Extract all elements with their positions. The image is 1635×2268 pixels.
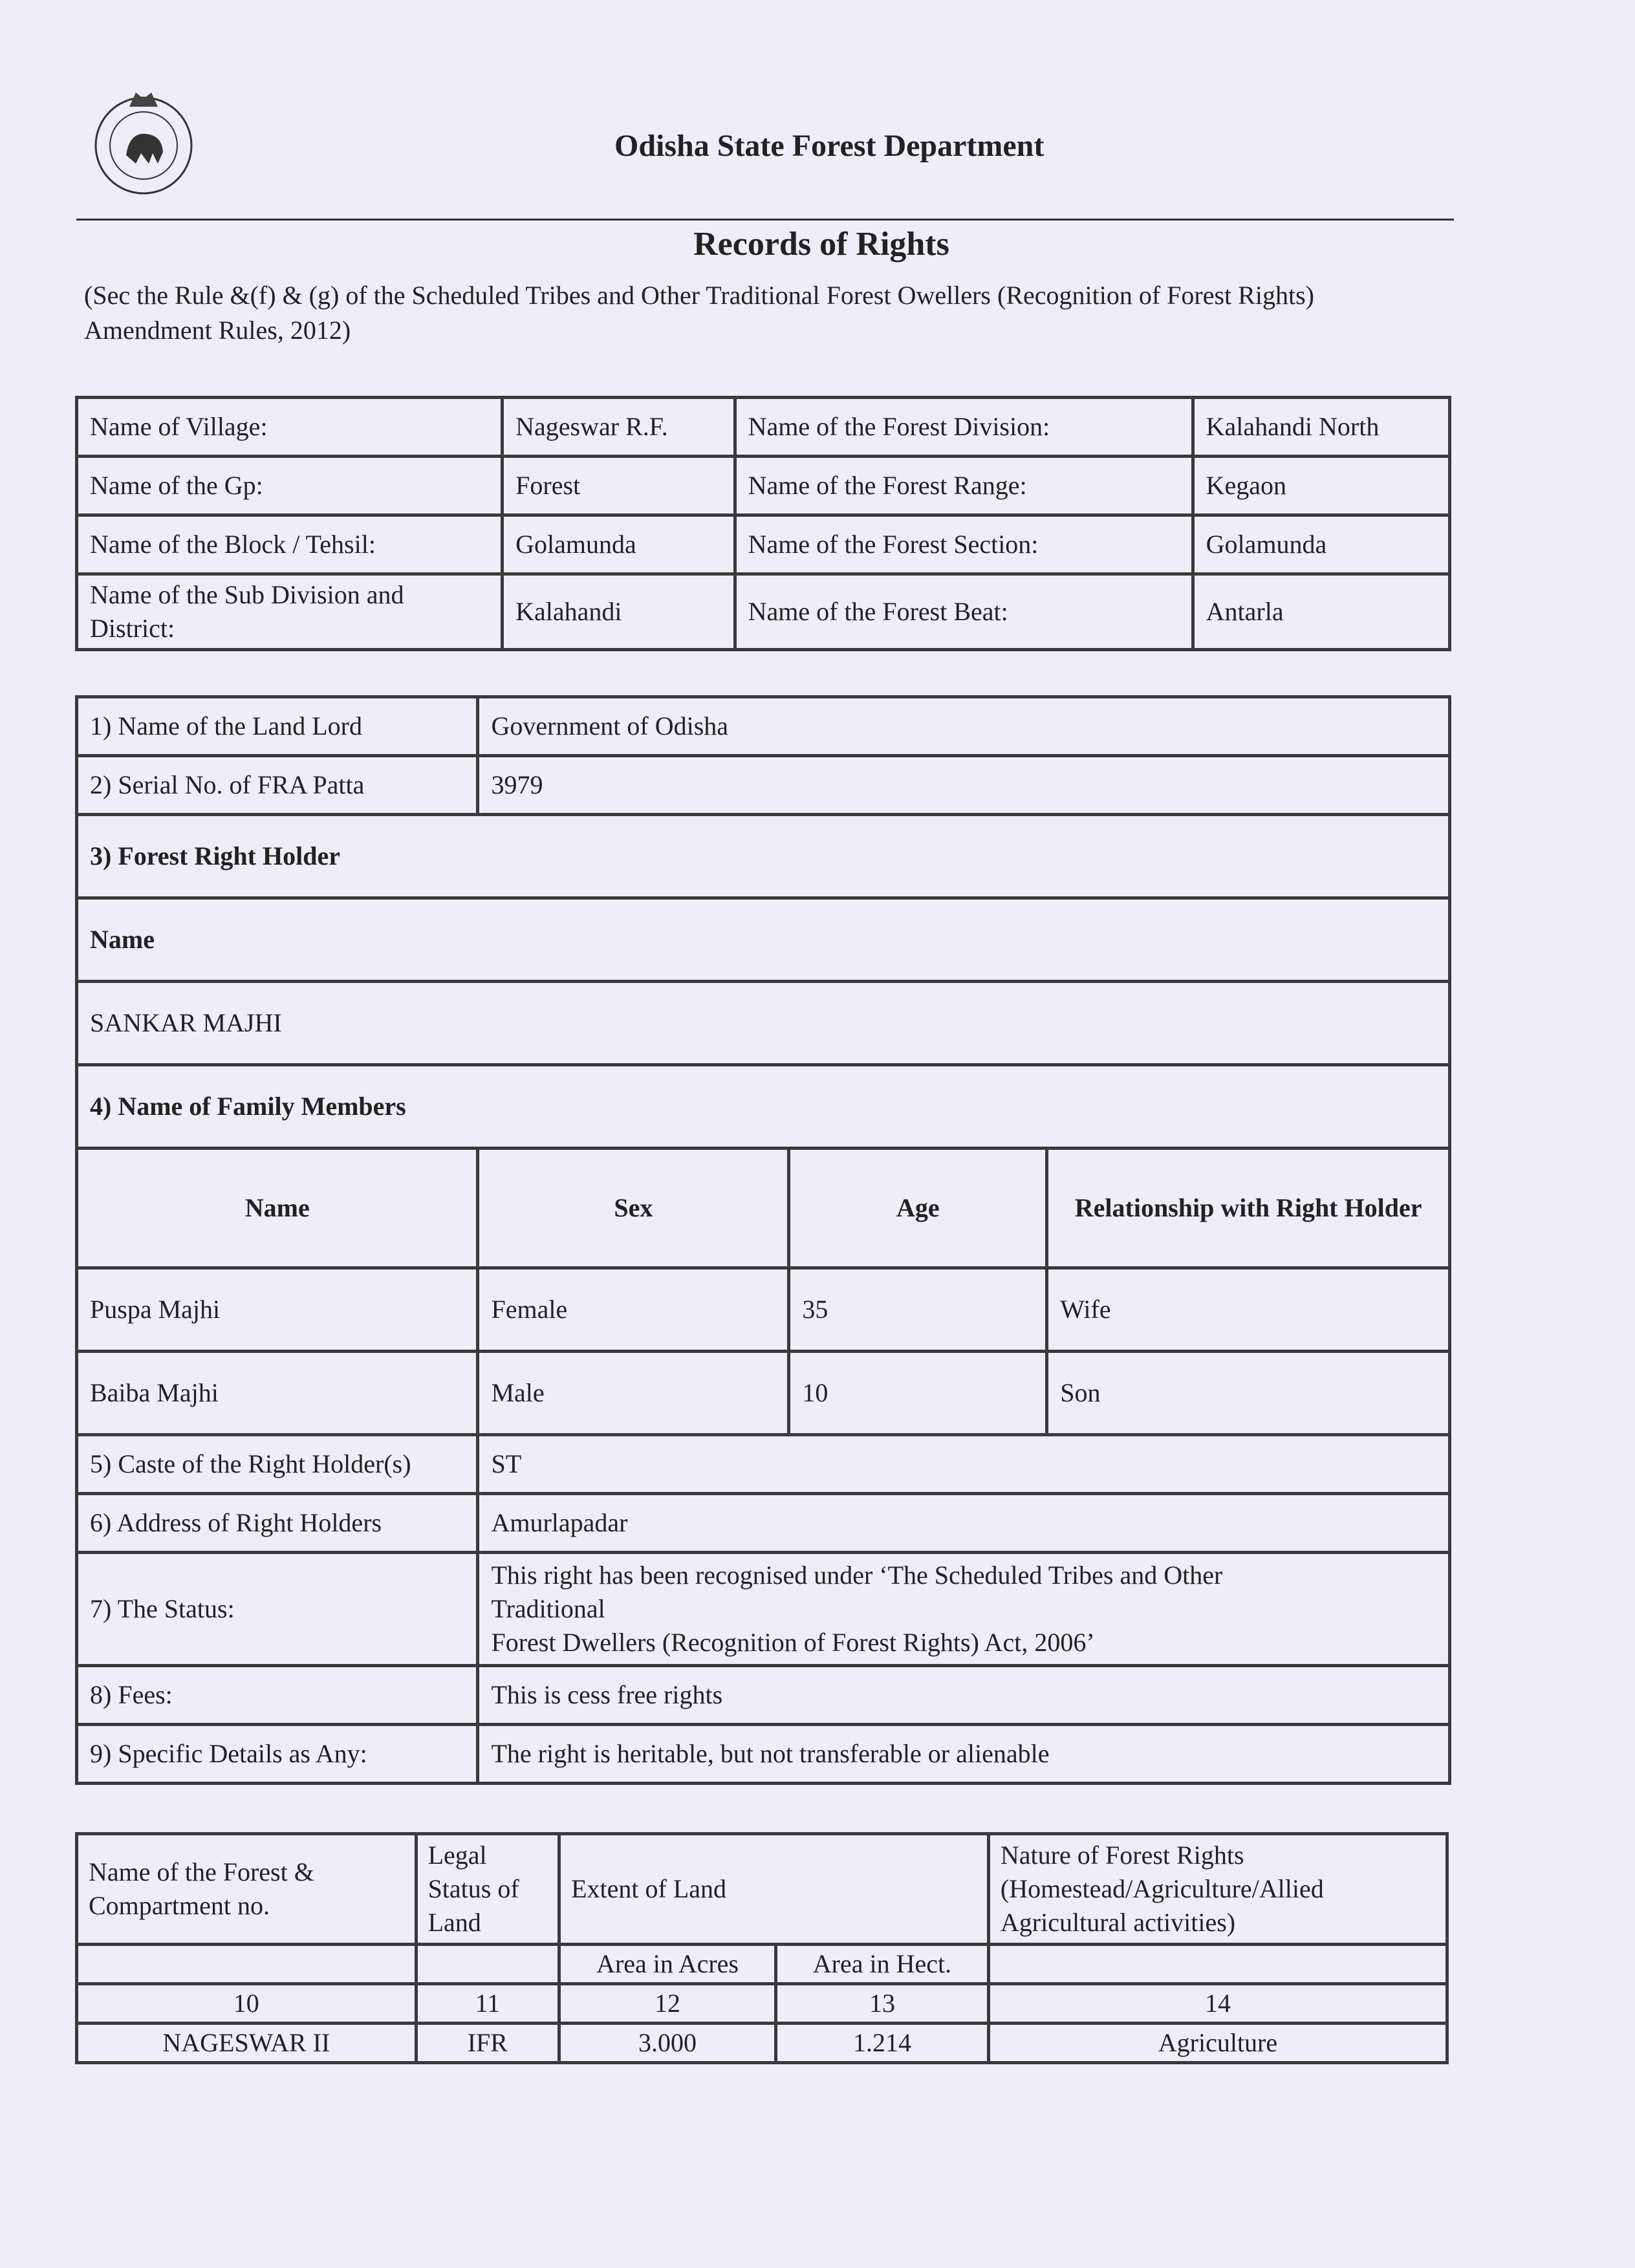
- family-col-sex: Sex: [478, 1149, 789, 1268]
- fees-label: 8) Fees:: [77, 1666, 478, 1725]
- range-value: Kegaon: [1193, 457, 1449, 515]
- record-table: [75, 695, 1451, 1785]
- col-number: 10: [77, 1984, 417, 2024]
- table-row: [77, 457, 1450, 515]
- table-row: [77, 574, 1450, 650]
- serial-value: 3979: [478, 756, 1450, 815]
- address-label: 6) Address of Right Holders: [77, 1494, 478, 1553]
- range-label: Name of the Forest Range:: [735, 457, 1193, 515]
- status-value: [478, 1553, 1450, 1666]
- table-row: [77, 756, 1450, 815]
- gp-value: Forest: [503, 457, 735, 515]
- family-heading: 4) Name of Family Members: [77, 1065, 1450, 1149]
- status-line: Traditional: [491, 1594, 605, 1623]
- table-row: [77, 1065, 1450, 1149]
- division-label: Name of the Forest Division:: [735, 398, 1193, 457]
- details-label: 9) Specific Details as Any:: [77, 1725, 478, 1784]
- address-value: Amurlapadar: [478, 1494, 1450, 1553]
- location-table: [75, 396, 1451, 651]
- member-age: 10: [789, 1352, 1047, 1435]
- table-row: [77, 1352, 1450, 1435]
- table-row: [77, 1725, 1450, 1784]
- col-number: 11: [416, 1984, 559, 2024]
- department-title: Odisha State Forest Department: [614, 129, 1045, 163]
- serial-label: 2) Serial No. of FRA Patta: [77, 756, 478, 815]
- holder-name: SANKAR MAJHI: [77, 982, 1450, 1065]
- member-age: 35: [789, 1268, 1047, 1352]
- col-number: 12: [559, 1984, 776, 2024]
- table-row: [77, 1666, 1450, 1725]
- member-relation: Wife: [1047, 1268, 1450, 1352]
- col-number: 13: [775, 1984, 988, 2024]
- table-row: [77, 398, 1450, 457]
- area-acres: 3.000: [559, 2024, 776, 2063]
- table-row: [77, 1945, 1447, 1984]
- name-heading: Name: [77, 898, 1450, 982]
- section-label: Name of the Forest Section:: [735, 515, 1193, 574]
- table-row: [77, 815, 1450, 898]
- table-row: [77, 1984, 1447, 2024]
- landlord-label: 1) Name of the Land Lord: [77, 697, 478, 756]
- header-divider: [76, 219, 1454, 221]
- table-row: [77, 982, 1450, 1065]
- member-name: Baiba Majhi: [77, 1352, 478, 1435]
- caste-value: ST: [478, 1435, 1450, 1494]
- beat-value: Antarla: [1193, 574, 1449, 650]
- table-row: [77, 1435, 1450, 1494]
- block-value: Golamunda: [503, 515, 735, 574]
- landlord-value: Government of Odisha: [478, 697, 1450, 756]
- gp-label: Name of the Gp:: [77, 457, 503, 515]
- col-number: 14: [988, 1984, 1447, 2024]
- member-sex: Male: [478, 1352, 789, 1435]
- village-label: Name of Village:: [77, 398, 503, 457]
- document-title: Records of Rights: [693, 226, 949, 263]
- family-col-name: Name: [77, 1149, 478, 1268]
- member-name: Puspa Majhi: [77, 1268, 478, 1352]
- table-row: [77, 1834, 1447, 1945]
- block-label: Name of the Block / Tehsil:: [77, 515, 503, 574]
- odisha-emblem-icon: [91, 81, 197, 200]
- rule-note: (Sec the Rule &(f) & (g) of the Scheduled Tribes and Other Traditional Forest Owellers (Recognition of Forest Rights) Amendment Rules, 2012): [84, 281, 1314, 345]
- family-col-age: Age: [789, 1149, 1047, 1268]
- empty-cell: [416, 1945, 559, 1984]
- table-row: [77, 1149, 1450, 1268]
- col-forest-compartment: Name of the Forest & Compartment no.: [77, 1834, 417, 1945]
- forest-name: NAGESWAR II: [77, 2024, 417, 2063]
- table-row: [77, 2024, 1447, 2063]
- table-row: [77, 515, 1450, 574]
- holder-heading: 3) Forest Right Holder: [77, 815, 1450, 898]
- section-value: Golamunda: [1193, 515, 1449, 574]
- village-value: Nageswar R.F.: [503, 398, 735, 457]
- table-row: [77, 1553, 1450, 1666]
- land-table: [75, 1832, 1449, 2064]
- col-area-hect: Area in Hect.: [775, 1945, 988, 1984]
- status-label: 7) The Status:: [77, 1553, 478, 1666]
- empty-cell: [988, 1945, 1447, 1984]
- subdivision-label: Name of the Sub Division and District:: [77, 574, 503, 650]
- table-row: [77, 898, 1450, 982]
- caste-label: 5) Caste of the Right Holder(s): [77, 1435, 478, 1494]
- legal-status: IFR: [416, 2024, 559, 2063]
- status-line: Forest Dwellers (Recognition of Forest Rights) Act, 2006’: [491, 1628, 1095, 1657]
- col-nature: Nature of Forest Rights (Homestead/Agriculture/Allied Agricultural activities): [988, 1834, 1447, 1945]
- fees-value: This is cess free rights: [478, 1666, 1450, 1725]
- status-line: This right has been recognised under ‘The Scheduled Tribes and Other: [491, 1561, 1223, 1590]
- col-legal-status: Legal Status of Land: [416, 1834, 559, 1945]
- nature-of-rights: Agriculture: [988, 2024, 1447, 2063]
- subdivision-value: Kalahandi: [503, 574, 735, 650]
- col-extent: Extent of Land: [559, 1834, 989, 1945]
- division-value: Kalahandi North: [1193, 398, 1449, 457]
- table-row: [77, 697, 1450, 756]
- member-sex: Female: [478, 1268, 789, 1352]
- beat-label: Name of the Forest Beat:: [735, 574, 1193, 650]
- family-col-relation: Relationship with Right Holder: [1047, 1149, 1450, 1268]
- table-row: [77, 1494, 1450, 1553]
- empty-cell: [77, 1945, 417, 1984]
- col-area-acres: Area in Acres: [559, 1945, 776, 1984]
- table-row: [77, 1268, 1450, 1352]
- area-hect: 1.214: [775, 2024, 988, 2063]
- details-value: The right is heritable, but not transferable or alienable: [478, 1725, 1450, 1784]
- member-relation: Son: [1047, 1352, 1450, 1435]
